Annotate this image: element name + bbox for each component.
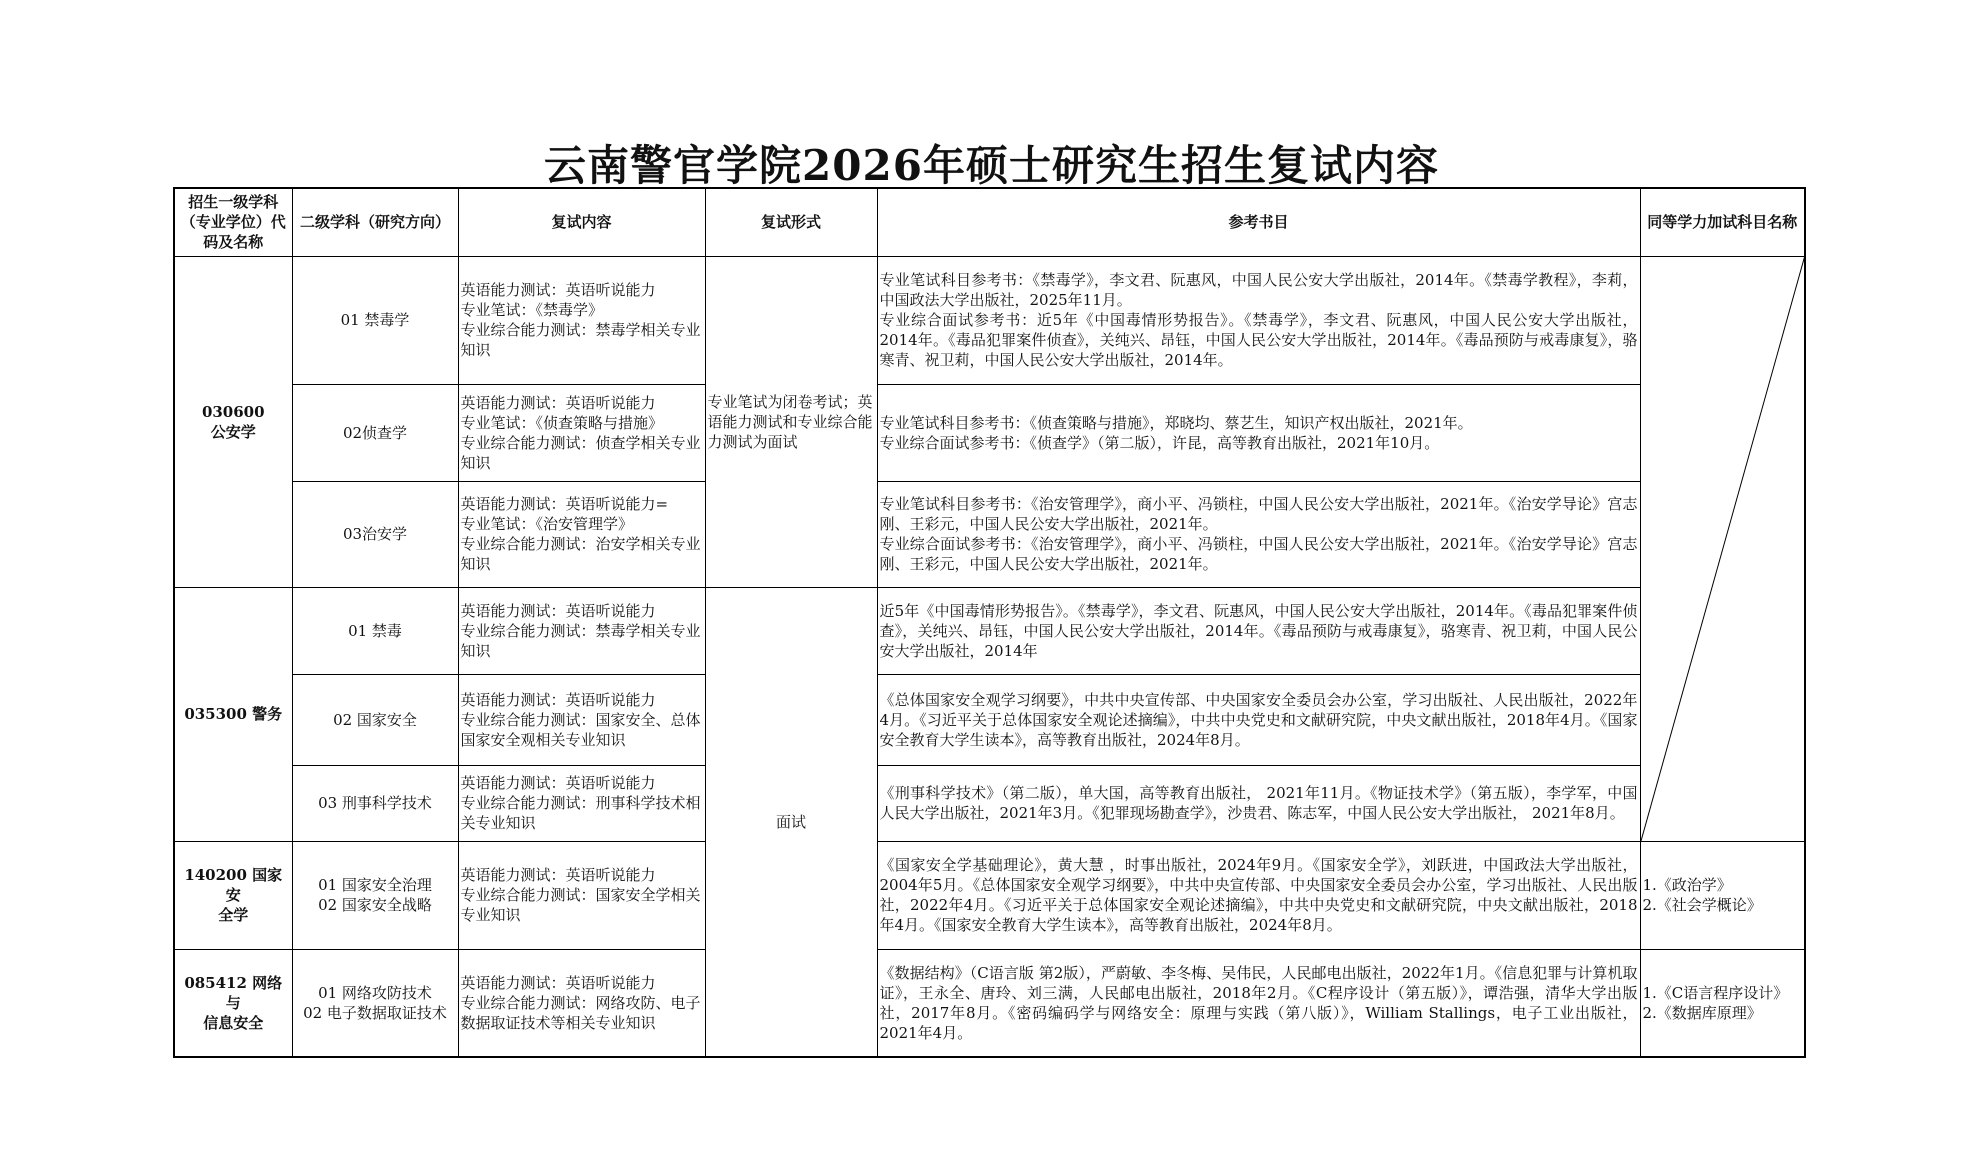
discipline-name: 信息安全 [203, 1013, 264, 1032]
form-cell: 面试 [705, 587, 877, 1057]
form-cell: 专业笔试为闭卷考试；英语能力测试和专业综合能力测试为面试 [705, 256, 877, 587]
table-row [174, 841, 1805, 949]
direction-cell: 01 禁毒 [292, 587, 458, 674]
content-cell: 英语能力测试：英语听说能力 专业综合能力测试：禁毒学相关专业知识 [458, 587, 705, 674]
header-content: 复试内容 [458, 188, 705, 256]
discipline-code: 085412 网络与 [184, 973, 283, 1012]
content-cell: 英语能力测试：英语听说能力 专业笔试：《侦查策略与措施》 专业综合能力测试：侦查学相关专业知识 [458, 384, 705, 481]
books-cell: 《刑事科学技术》（第二版），单大国，高等教育出版社， 2021年11月。《物证技术学》（第五版），李学军，中国人民大学出版社，2021年3月。《犯罪现场勘查学》，沙贵君、陈志军，中国人民公安大学出版社， 2021年8月。 [877, 765, 1640, 841]
diagonal-line [1641, 257, 1805, 841]
books-cell: 《总体国家安全观学习纲要》，中共中央宣传部、中央国家安全委员会办公室，学习出版社、人民出版社，2022年4月。《习近平关于总体国家安全观论述摘编》，中共中央党史和文献研究院，中央文献出版社，2018年4月。《国家安全教育大学生读本》，高等教育出版社，2024年8月。 [877, 674, 1640, 765]
discipline-cell [174, 256, 292, 587]
extra-subjects-cell: 1.《政治学》 2.《社会学概论》 [1640, 841, 1805, 949]
content-cell: 英语能力测试：英语听说能力 专业综合能力测试：国家安全、总体国家安全观相关专业知识 [458, 674, 705, 765]
direction-cell: 02 国家安全 [292, 674, 458, 765]
extra-subjects-cell: 1.《C语言程序设计》 2.《数据库原理》 [1640, 949, 1805, 1057]
discipline-name: 全学 [218, 906, 249, 924]
table-row [174, 949, 1805, 1057]
direction-cell: 03 刑事科学技术 [292, 765, 458, 841]
table-row [174, 674, 1805, 765]
table-row [174, 481, 1805, 587]
header-books: 参考书目 [877, 188, 1640, 256]
header-direction: 二级学科（研究方向） [292, 188, 458, 256]
table-row [174, 256, 1805, 384]
books-cell: 专业笔试科目参考书：《禁毒学》，李文君、阮惠风，中国人民公安大学出版社，2014年。《禁毒学教程》，李莉，中国政法大学出版社，2025年11月。 专业综合面试参考书：近5年《中国毒情形势报告》。《禁毒学》，李文君、阮惠风，中国人民公安大学出版社，2014年。《毒品犯罪案件侦查》，关纯兴、昂钰，中国人民公安大学出版社，2014年。《毒品预防与戒毒康复》，骆寒青、祝卫莉，中国人民公安大学出版社，2014年。 [877, 256, 1640, 384]
table-row [174, 384, 1805, 481]
empty-diagonal-cell [1640, 256, 1805, 841]
table-row [174, 587, 1805, 674]
books-cell: 近5年《中国毒情形势报告》。《禁毒学》，李文君、阮惠风，中国人民公安大学出版社，2014年。《毒品犯罪案件侦查》，关纯兴、昂钰，中国人民公安大学出版社，2014年。《毒品预防与戒毒康复》，骆寒青、祝卫莉，中国人民公安大学出版社，2014年 [877, 587, 1640, 674]
header-discipline: 招生一级学科（专业学位）代码及名称 [174, 188, 292, 256]
table-row [174, 765, 1805, 841]
discipline-cell [174, 949, 292, 1057]
direction-cell: 03治安学 [292, 481, 458, 587]
discipline-code: 035300 警务 [184, 705, 283, 723]
books-cell: 专业笔试科目参考书：《治安管理学》，商小平、冯锁柱，中国人民公安大学出版社，2021年。《治安学导论》宫志刚、王彩元，中国人民公安大学出版社，2021年。 专业综合面试参考书：《治安管理学》，商小平、冯锁柱，中国人民公安大学出版社，2021年。《治安学导论》宫志刚、王彩元，中国人民公安大学出版社，2021年。 [877, 481, 1640, 587]
discipline-code: 030600 [201, 402, 265, 421]
content-cell: 英语能力测试：英语听说能力 专业综合能力测试：国家安全学相关专业知识 [458, 841, 705, 949]
page-title: 云南警官学院2026年硕士研究生招生复试内容 [544, 141, 1439, 190]
direction-cell: 01 国家安全治理 02 国家安全战略 [292, 841, 458, 949]
content-cell: 英语能力测试：英语听说能力 专业综合能力测试：刑事科学技术相关专业知识 [458, 765, 705, 841]
header-row [174, 188, 1805, 256]
books-cell: 《国家安全学基础理论》，黄大慧 ，时事出版社，2024年9月。《国家安全学》，刘跃进，中国政法大学出版社，2004年5月。《总体国家安全观学习纲要》，中共中央宣传部、中央国家安全委员会办公室，学习出版社、人民出版社，2022年4月。《习近平关于总体国家安全观论述摘编》，中共中央党史和文献研究院，中央文献出版社，2018年4月。《国家安全教育大学生读本》，高等教育出版社，2024年8月。 [877, 841, 1640, 949]
discipline-code: 140200 国家安 [184, 866, 283, 904]
direction-cell: 01 网络攻防技术 02 电子数据取证技术 [292, 949, 458, 1057]
discipline-name: 公安学 [210, 422, 256, 441]
direction-cell: 01 禁毒学 [292, 256, 458, 384]
header-form: 复试形式 [705, 188, 877, 256]
discipline-cell [174, 587, 292, 841]
direction-cell: 02侦查学 [292, 384, 458, 481]
discipline-cell [174, 841, 292, 949]
books-cell: 专业笔试科目参考书：《侦查策略与措施》，郑晓均、蔡艺生，知识产权出版社，2021年。 专业综合面试参考书：《侦查学》（第二版），许昆，高等教育出版社，2021年10月。 [877, 384, 1640, 481]
content-cell: 英语能力测试：英语听说能力 专业笔试：《禁毒学》 专业综合能力测试：禁毒学相关专业知识 [458, 256, 705, 384]
header-extra-subjects: 同等学力加试科目名称 [1640, 188, 1805, 256]
content-cell: 英语能力测试：英语听说能力= 专业笔试：《治安管理学》 专业综合能力测试：治安学相关专业知识 [458, 481, 705, 587]
admission-table [173, 187, 1806, 1058]
books-cell: 《数据结构》（C语言版 第2版），严蔚敏、李冬梅、吴伟民，人民邮电出版社，2022年1月。《信息犯罪与计算机取证》，王永全、唐玲、刘三满，人民邮电出版社，2018年2月。《C程序设计（第五版）》，谭浩强，清华大学出版社，2017年8月。《密码编码学与网络安全：原理与实践（第八版）》，William Stallings，电子工业出版社，2021年4月。 [877, 949, 1640, 1057]
content-cell: 英语能力测试：英语听说能力 专业综合能力测试：网络攻防、电子数据取证技术等相关专业知识 [458, 949, 705, 1057]
